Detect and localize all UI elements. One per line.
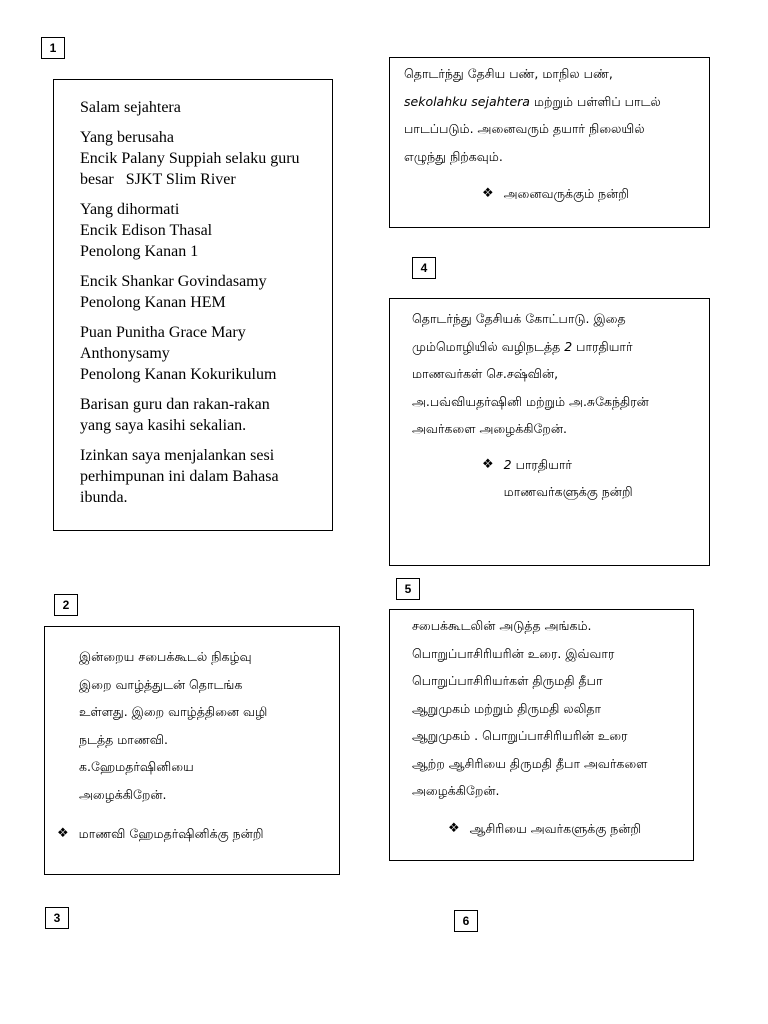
anthem-line-1: தொடர்ந்து தேசிய பண், மாநில பண்,: [404, 66, 613, 81]
prayer-line-5: க.ஹேமதர்ஷினியை: [79, 759, 194, 774]
four-diamond-bullet-icon: ❖: [482, 456, 494, 472]
four-diamond-bullet-icon: ❖: [482, 186, 494, 201]
senior-assistant-cocurricular-paragraph: Puan Punitha Grace Mary Anthonysamy Penolong Kanan Kokurikulum: [80, 324, 277, 383]
speech-line-6: ஆற்ற ஆசிரியை திருமதி தீபா அவர்களை: [412, 755, 648, 771]
greeting-line: Salam sejahtera: [80, 99, 181, 116]
prayer-thanks: [57, 820, 333, 848]
anthem-line-4: எழுந்து நிற்கவும்.: [404, 148, 503, 164]
greeting-box: [53, 79, 333, 531]
anthem-box: [389, 57, 710, 228]
prayer-thanks-text: மாணவி ஹேமதர்ஷினிக்கு நன்றி: [78, 826, 264, 841]
speech-line-3: பொறுப்பாசிரியர்கள் திருமதி தீபா: [412, 673, 603, 688]
anthem-line-2: sekolahku sejahtera மற்றும் பள்ளிப் பாடல்: [404, 93, 661, 109]
prayer-line-3: உள்ளது. இறை வாழ்த்தினை வழி: [79, 704, 268, 719]
school-song-name: sekolahku sejahtera: [404, 93, 530, 109]
section-number-3: 3: [45, 907, 69, 929]
principles-thanks: [482, 451, 703, 506]
section-number-4: 4: [412, 257, 436, 279]
senior-assistant-hem-paragraph: Encik Shankar Govindasamy Penolong Kanan HEM: [80, 273, 267, 311]
principles-thanks-text: 2 பாரதியார் மாணவர்களுக்கு நன்றி: [503, 456, 633, 499]
prayer-line-4: நடத்த மாணவி.: [79, 731, 168, 747]
speech-thanks-text: ஆசிரியை அவர்களுக்கு நன்றி: [469, 820, 642, 836]
anthem-line-3: பாடப்படும். அனைவரும் தயார் நிலையில்: [404, 121, 645, 136]
anthem-thanks: [482, 180, 703, 208]
senior-assistant-1-paragraph: Yang dihormati Encik Edison Thasal Penolong Kanan 1: [80, 201, 213, 260]
speech-line-2: பொறுப்பாசிரியரின் உரை. இவ்வார: [412, 645, 615, 661]
principles-line-4: அ.பவ்வியதர்ஷினி மற்றும் அ.சுகேந்திரன்: [412, 393, 649, 409]
teacher-speech-box: [389, 609, 694, 861]
speech-thanks: [448, 815, 693, 843]
prayer-line-6: அழைக்கிறேன்.: [79, 786, 167, 802]
principles-line-3: மாணவர்கள் செ.சஷ்வின்,: [412, 366, 559, 381]
principles-line-1: தொடர்ந்து தேசியக் கோட்பாடு. இதை: [412, 311, 626, 326]
speech-line-7: அழைக்கிறேன்.: [412, 783, 500, 798]
teachers-paragraph: Barisan guru dan rakan-rakan yang saya kasihi sekalian.: [80, 396, 270, 434]
prayer-line-2: இறை வாழ்த்துடன் தொடங்க: [79, 676, 243, 692]
section-number-2: 2: [54, 594, 78, 616]
section-number-6: 6: [454, 910, 478, 932]
four-diamond-bullet-icon: ❖: [57, 826, 69, 841]
anthem-thanks-text: அனைவருக்கும் நன்றி: [503, 186, 630, 201]
rukun-negara-box: [389, 298, 710, 566]
speech-line-1: சபைக்கூடலின் அடுத்த அங்கம்.: [412, 618, 592, 633]
headmaster-paragraph: Yang berusaha Encik Palany Suppiah selaku guru besar SJKT Slim River: [80, 129, 300, 188]
four-diamond-bullet-icon: ❖: [448, 820, 460, 836]
principles-line-5: அவர்களை அழைக்கிறேன்.: [412, 421, 567, 436]
speech-line-4: ஆறுமுகம் மற்றும் திருமதி லலிதா: [412, 700, 602, 716]
section-number-1: 1: [41, 37, 65, 59]
speech-line-5: ஆறுமுகம் . பொறுப்பாசிரியரின் உரை: [412, 728, 628, 743]
prayer-box: [44, 626, 340, 875]
principles-line-2: மும்மொழியில் வழிநடத்த 2 பாரதியார்: [412, 338, 633, 354]
permission-paragraph: Izinkan saya menjalankan sesi perhimpunan ini dalam Bahasa ibunda.: [80, 447, 279, 506]
prayer-line-1: இன்றைய சபைக்கூடல் நிகழ்வு: [79, 649, 252, 664]
section-number-5: 5: [396, 578, 420, 600]
